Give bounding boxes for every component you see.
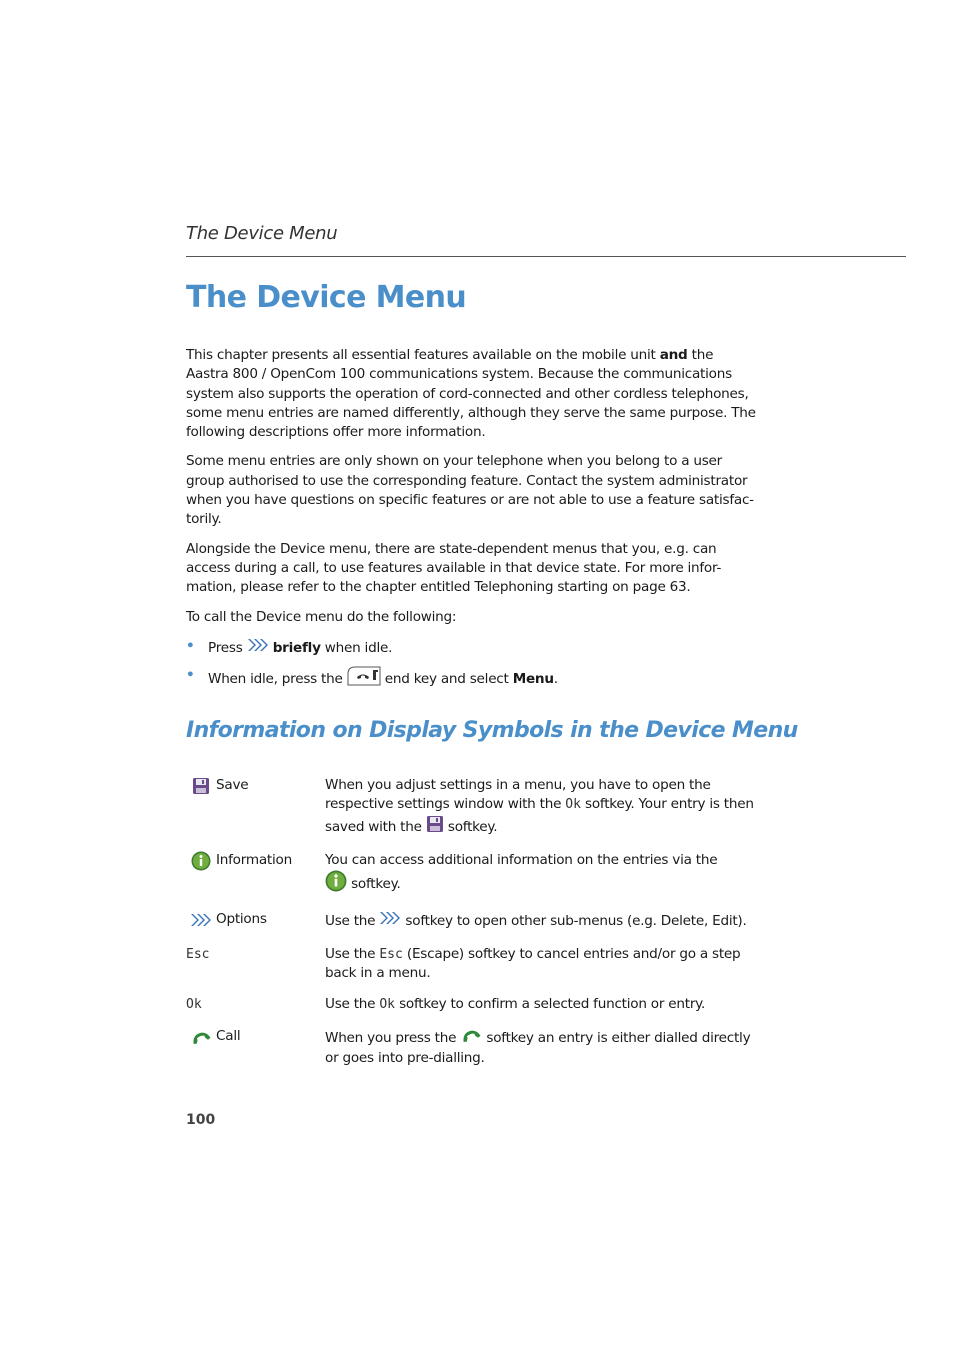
section-title: Information on Display Symbols in the Device Menu xyxy=(186,718,798,743)
intro-body xyxy=(186,346,758,695)
symbol-description: You can access additional information on the entries via the softkey. xyxy=(325,851,758,899)
list-item: • Press briefly when idle. xyxy=(186,637,758,666)
intro-paragraph-4: To call the Device menu do the following: xyxy=(186,608,457,625)
page-number: 100 xyxy=(186,1112,216,1128)
symbol-description: Use the Ok softkey to confirm a selected function or entry. xyxy=(325,996,706,1013)
symbol-description: Use the Esc (Escape) softkey to cancel entries and/or go a step back in a menu. xyxy=(325,945,741,982)
call-icon xyxy=(460,1027,482,1049)
list-item: • When idle, press the end key and select Menu. xyxy=(186,666,758,695)
options-icon xyxy=(379,910,401,932)
symbol-description: When you adjust settings in a menu, you have to open the respective settings window with the Ok softkey. Your entry is then saved with the softkey. xyxy=(325,776,758,839)
symbol-label: Information xyxy=(216,851,292,868)
bullet-list xyxy=(186,637,758,695)
intro-paragraph-3: Alongside the Device menu, there are state-dependent menus that you, e.g. can access during a call, to use features available in that device state. For more infor-mation, please refer to the chapter entitled Telephoning starting on page 63. xyxy=(186,540,722,596)
intro-paragraph-1: This chapter presents all essential features available on the mobile unit and the Aastra 800 / OpenCom 100 communications system. Because the communications system also supports the operation of cord-connected and other cordless telephones, some menu entries are named differently, although they serve the same purpose. The following descriptions offer more information. xyxy=(186,347,756,441)
table-row xyxy=(186,910,758,932)
ok-softkey-label: Ok xyxy=(565,797,581,813)
table-row xyxy=(186,776,758,839)
symbol-label: Save xyxy=(216,777,249,793)
header-rule xyxy=(186,256,906,257)
table-row xyxy=(186,851,758,899)
table-row xyxy=(186,995,758,1014)
end-key-icon xyxy=(347,666,381,692)
symbol-description: Use the softkey to open other sub-menus (e.g. Delete, Edit). xyxy=(325,910,758,932)
symbol-label: Call xyxy=(216,1027,241,1044)
options-icon xyxy=(247,637,269,659)
symbol-table xyxy=(186,776,758,1080)
information-icon xyxy=(190,851,212,871)
chapter-title: The Device Menu xyxy=(186,280,467,315)
esc-softkey-label: Esc xyxy=(379,946,403,962)
symbol-label: Options xyxy=(216,911,267,928)
save-icon xyxy=(190,776,212,796)
table-row xyxy=(186,945,758,984)
bullet-dot: • xyxy=(186,637,195,654)
esc-softkey-label: Esc xyxy=(186,946,210,962)
bullet-dot: • xyxy=(186,666,195,683)
information-icon xyxy=(325,870,347,898)
ok-softkey-label: Ok xyxy=(379,997,396,1013)
running-head: The Device Menu xyxy=(186,223,338,244)
intro-paragraph-2: Some menu entries are only shown on your telephone when you belong to a user group authorised to use the corresponding feature. Contact the system administrator when you have questions on specific features or are not able to use a feature satisfac-torily. xyxy=(186,453,754,528)
table-row xyxy=(186,1027,758,1069)
options-icon xyxy=(190,910,212,930)
save-icon xyxy=(426,815,444,839)
call-icon xyxy=(190,1027,212,1047)
symbol-description: When you press the softkey an entry is either dialled directly or goes into pre-dialling. xyxy=(325,1027,758,1069)
ok-softkey-label: Ok xyxy=(186,997,202,1013)
